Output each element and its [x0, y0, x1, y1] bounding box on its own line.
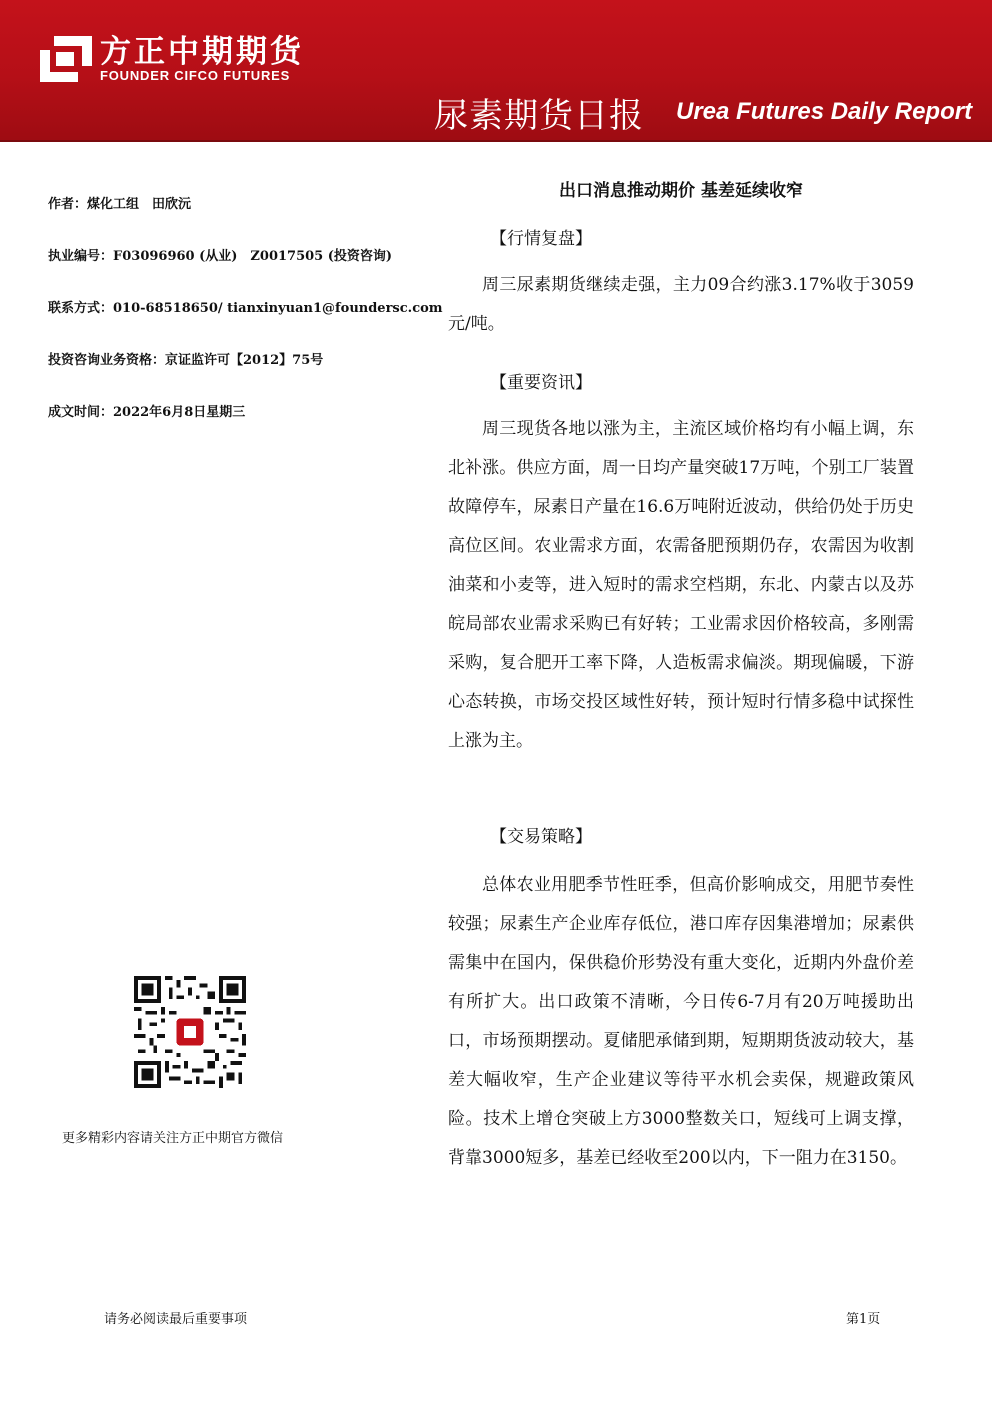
paragraph-key-news: 周三现货各地以涨为主，主流区域价格均有小幅上调，东北补涨。供应方面，周一日均产量突破17万吨，个别工厂装置故障停车，尿素日产量在16.6万吨附近波动，供给仍处于历史高位区间。农业需求方面，农需备肥预期仍存，农需因为收割油菜和小麦等，进入短时的需求空档期，东北、内蒙古以及苏皖局部农业需求采购已有好转；工业需求因价格较高，多刚需采购，复合肥开工率下降，人造板需求偏淡。期现偏暖，下游心态转换，市场交投区域性好转，预计短时行情多稳中试探性上涨为主。 [448, 419, 914, 751]
footer-notice: 请务必阅读最后重要事项 [104, 1312, 248, 1327]
founder-logo-icon [40, 36, 92, 82]
page-number: 第1页 [846, 1312, 881, 1327]
date-line: 成文时间：2022年6月8日星期三 [48, 405, 246, 420]
contact-line: 联系方式：010-68518650/ tianxinyuan1@foundersc.com [48, 301, 443, 316]
report-title-en: Urea Futures Daily Report [676, 98, 973, 125]
author-line: 作者：煤化工组 田欣沅 [48, 197, 192, 212]
paragraph-strategy: 总体农业用肥季节性旺季，但高价影响成交，用肥节奏性较强；尿素生产企业库存低位，港口库存因集港增加；尿素供需集中在国内，保供稳价形势没有重大变化，近期内外盘价差有所扩大。出口政策不清晰，今日传6-7月有20万吨援助出口，市场预期摆动。夏储肥承储到期，短期期货波动较大，基差大幅收窄，生产企业建议等待平水机会卖保，规避政策风险。技术上增仓突破上方3000整数关口，短线可上调支撑，背靠3000短多，基差已经收至200以内，下一阻力在3150。 [448, 875, 914, 1168]
qualification-line: 投资咨询业务资格：京证监许可【2012】75号 [48, 353, 324, 368]
section-label-market-review: 【行情复盘】 [490, 229, 592, 249]
wechat-qr-code-icon [134, 976, 246, 1088]
paragraph-market-review: 周三尿素期货继续走强，主力09合约涨3.17%收于3059元/吨。 [448, 275, 914, 334]
report-header [0, 0, 992, 142]
section-label-strategy: 【交易策略】 [490, 827, 592, 847]
license-line: 执业编号：F03096960 (从业) Z0017505 (投资咨询) [48, 249, 393, 264]
company-name-en: FOUNDER CIFCO FUTURES [100, 68, 291, 83]
article-title: 出口消息推动期价 基差延续收窄 [559, 181, 803, 201]
company-name-cn: 方正中期期货 [100, 34, 304, 70]
qr-caption: 更多精彩内容请关注方正中期官方微信 [62, 1131, 284, 1146]
section-label-key-news: 【重要资讯】 [490, 373, 592, 393]
report-title-cn: 尿素期货日报 [434, 96, 644, 136]
